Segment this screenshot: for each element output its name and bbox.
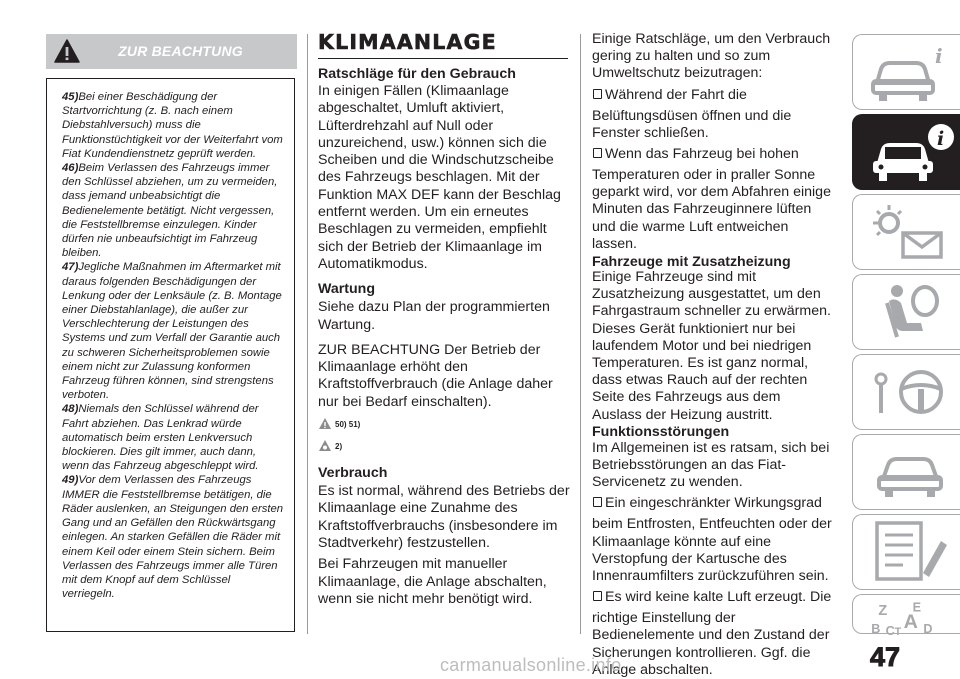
warning-item (62, 90, 286, 161)
airbag-seatbelt-icon (863, 279, 955, 345)
warning-text: Jegliche Maßnahmen im Aftermarket mit daraus folgenden Beschädigungen der Lenkung oder der Lenksäule (z. B. Montage einer Diebstahlanlage), die außer zur Verschlechterung der Leistungen des Systems und zum Verfall der Garantie auch zu schweren Sicherheitsproblemen sowie einem nicht zur Zulassung konformen Fahrzeug führen können, sind strengstens verboten. (62, 261, 282, 402)
right-column (592, 31, 832, 679)
paragraph-note: ZUR BEACHTUNG Der Betrieb der Klimaanlage erhöht den Kraftstoffverbrauch (die Anlage daher nur bei Bedarf einschalten). (318, 341, 553, 410)
environment-note-icon (318, 439, 332, 453)
warning-book-icon (318, 417, 332, 431)
column-divider (580, 34, 581, 634)
svg-text:B: B (871, 622, 881, 635)
heading-consumption: Verbrauch (318, 465, 388, 482)
reference-warning (318, 415, 570, 433)
paragraph-maintenance: Siehe dazu Plan der programmierten Wartung. (318, 299, 550, 333)
nav-tab-car-info[interactable] (852, 34, 960, 110)
steering-key-icon (863, 359, 955, 425)
checkbox-bullet-icon (593, 89, 602, 99)
warning-number: 48) (62, 403, 79, 416)
nav-tab-maintenance[interactable] (852, 514, 960, 590)
warning-item (62, 473, 286, 601)
reference-note (318, 437, 570, 455)
checkbox-bullet-icon (593, 497, 602, 507)
car-info-icon (863, 39, 955, 105)
checkbox-bullet-icon (593, 148, 602, 158)
column-divider (307, 34, 308, 634)
svg-text:D: D (923, 622, 933, 635)
car-info-active-icon (863, 119, 955, 185)
paragraph-auxiliary-heater: Einige Fahrzeuge sind mit Zusatzheizung ausgestattet, um den Fahrgastraum schneller zu erwärmen. Dieses Gerät funktioniert nur bei laufendem Motor und bei niedrigen Temperaturen. Es ist ganz normal, dass etwas Rauch auf der rechten Seite des Fahrzeugs aus dem Auslass der Heizung austritt. (592, 269, 831, 423)
warning-number: 46) (62, 162, 79, 175)
list-item-text: richtige Einstellung der Bedienelemente und den Zustand der Sicherungen kontrollieren. Ggf. die Anlage abschalten. (592, 610, 830, 678)
svg-text:A: A (903, 610, 918, 633)
warning-title: ZUR BEACHTUNG (118, 43, 243, 59)
warning-box (46, 78, 295, 632)
heading-tips: Ratschläge für den Gebrauch (318, 66, 516, 82)
list-item (592, 83, 832, 108)
list-item (592, 142, 832, 167)
warning-text: Niemals den Schlüssel während der Fahrt abziehen. Das Lenkrad würde automatisch beim ersten Lenkversuch blockieren. Dies gilt immer, auch dann, wenn das Fahrzeug abgeschleppt wird. (62, 403, 259, 473)
maintenance-list-icon (863, 519, 955, 585)
paragraph-consumption-1: Es ist normal, während des Betriebs der Klimaanlage eine Zunahme des Kraftstoffverbrauchs (insbesondere im Stadtverkehr) festzustellen. (318, 483, 570, 551)
list-item (592, 491, 832, 516)
warning-text: Beim Verlassen des Fahrzeugs immer den Schlüssel abziehen, um zu vermeiden, dass jemand unbeabsichtigt die Bedienelemente betätigt. Nicht vergessen, die Feststellbremse einzulegen. Kinder dürfen nie unbeaufsichtigt im Fahrzeug bleiben. (62, 162, 278, 260)
list-item-text: Während der Fahrt die (605, 86, 747, 103)
nav-tab-safety[interactable] (852, 274, 960, 350)
warning-header (46, 34, 297, 69)
svg-text:Z: Z (878, 603, 888, 620)
warning-item (62, 402, 286, 473)
list-item-text: Wenn das Fahrzeug bei hohen (605, 146, 799, 163)
paragraph-faults: Im Allgemeinen ist es ratsam, sich bei Betriebsstörungen an das Fiat-Servicenetz zu wenden. (592, 439, 830, 491)
nav-tab-starting-driving[interactable] (852, 354, 960, 430)
section-title: KLIMAANLAGE (318, 30, 497, 54)
nav-tab-emergency[interactable] (852, 434, 960, 510)
nav-tab-index[interactable] (852, 594, 960, 634)
heading-faults: Funktionsstörungen (592, 423, 730, 440)
reference-numbers: 2) (335, 441, 343, 451)
warning-item (62, 161, 286, 260)
list-item-text: Ein eingeschränkter Wirkungsgrad (605, 495, 822, 512)
nav-tab-warning-lights[interactable] (852, 194, 960, 270)
warning-text: Vor dem Verlassen des Fahrzeugs IMMER die Feststellbremse betätigen, die Räder auslenken, an Steigungen den ersten Gang und an Gefällen den Rückwärtsgang einlegen. An starken Gefällen die Räder mit einem Keil oder einem Stein sichern. Beim Verlassen des Fahrzeugs immer alle Türen mit dem Knopf auf dem Schlüssel verriegeln. (62, 474, 284, 601)
warning-number: 45) (62, 91, 79, 103)
warning-text: Bei einer Beschädigung der Startvorrichtung (z. B. nach einem Diebstahlversuch) muss die Funktionstüchtigkeit vor der Weiterfahrt vom Fiat Kundendienstnetz geprüft werden. (62, 91, 283, 160)
paragraph-consumption-2: Bei Fahrzeugen mit manueller Klimaanlage, die Anlage abschalten, wenn sie nicht mehr benötigt wird. (318, 556, 547, 607)
car-road-icon (863, 439, 955, 505)
reference-numbers: 50) 51) (335, 419, 361, 429)
svg-text:i: i (937, 128, 945, 150)
page-number: 47 (870, 642, 901, 672)
heading-auxiliary-heater: Fahrzeuge mit Zusatzheizung (592, 254, 791, 271)
svg-text:i: i (935, 44, 943, 68)
paragraph-tips: In einigen Fällen (Klimaanlage abgeschaltet, Umluft aktiviert, Lüfterdrehzahl auf Null oder unzureichend, usw.) können sich die Scheiben und die Windschutzscheibe des Fahrzeugs beschlagen. Mit der Funktion MAX DEF kann der Beschlag entfernt werden. Um ein erneutes Beschlagen zu vermeiden, empfiehlt sich der Betrieb der Klimaanlage im Automatikmodus. (318, 83, 561, 272)
svg-text:T: T (894, 626, 902, 635)
warning-number: 49) (62, 474, 79, 487)
middle-column (318, 30, 570, 608)
warning-number: 47) (62, 261, 79, 274)
warning-item (62, 260, 286, 402)
title-rule (318, 58, 568, 59)
list-item-text: Belüftungsdüsen öffnen und die Fenster schließen. (592, 107, 792, 141)
list-item-text: beim Entfrosten, Entfeuchten oder der Klimaanlage könnte auf eine Verstopfung der Kartusche des Innenraumfilters zurückzuführen sein. (592, 516, 832, 585)
list-item-text: Temperaturen oder in praller Sonne geparkt wird, vor dem Abfahren einige Minuten das Fahrzeuginnere lüften und die warme Luft entweichen lassen. (592, 167, 831, 252)
svg-text:C: C (885, 624, 895, 635)
checkbox-bullet-icon (593, 591, 602, 601)
list-item (592, 585, 832, 610)
paragraph-intro: Einige Ratschläge, um den Verbrauch gering zu halten und so zum Umweltschutz beizutragen: (592, 31, 831, 82)
warning-light-message-icon (863, 199, 955, 265)
watermark: carmanualsonline.info (440, 655, 622, 675)
index-abc-icon (863, 599, 955, 635)
svg-text:E: E (912, 600, 922, 615)
list-item-text: Es wird keine kalte Luft erzeugt. Die (605, 589, 832, 606)
heading-maintenance: Wartung (318, 281, 375, 298)
nav-tab-car-info-active[interactable] (852, 114, 960, 190)
